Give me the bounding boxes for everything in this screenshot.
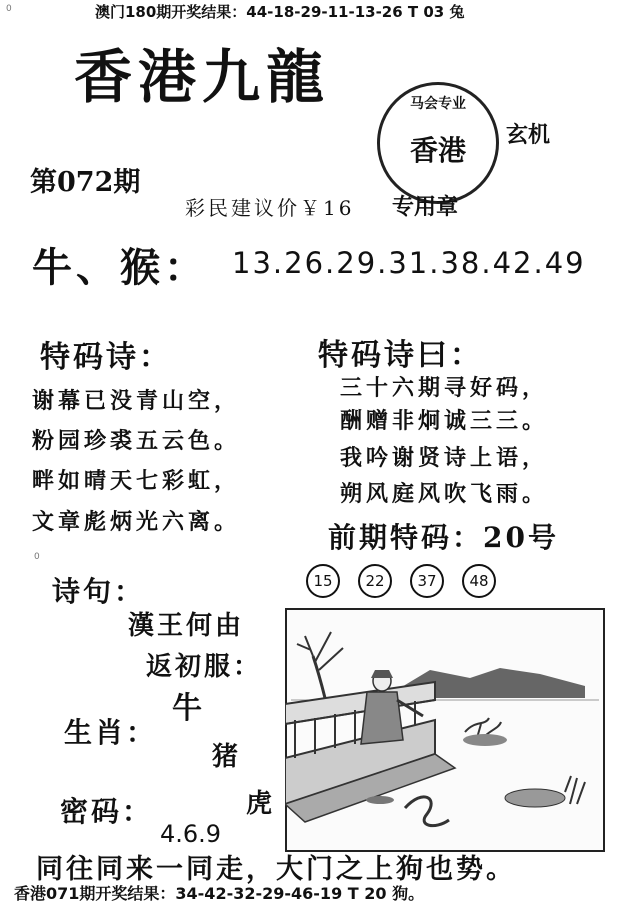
hongkong-result-bar: 香港071期开奖结果：34-42-32-29-46-19 T 20 狗。 xyxy=(14,884,425,902)
number-ball: 37 xyxy=(410,564,444,598)
code-label: 密码： xyxy=(60,795,154,828)
poem-right-line: 酬赠非炯诚三三。 xyxy=(340,408,549,434)
zodiac-label: 牛、猴： xyxy=(32,244,208,291)
stamp-center-text: 香港 xyxy=(409,134,466,167)
scenery-illustration xyxy=(285,608,605,852)
zodiac-pick: 牛 xyxy=(172,691,205,726)
issue-number: 第072期 xyxy=(30,167,141,198)
zodiac-pick: 猪 xyxy=(212,742,242,772)
poem-left-line: 文章彪炳光六离。 xyxy=(32,509,241,535)
zodiac-pick-label: 生肖： xyxy=(64,716,158,749)
corner-mark: 0 xyxy=(6,4,12,14)
corner-mark: 0 xyxy=(34,552,40,562)
zodiac-numbers: 13.26.29.31.38.42.49 xyxy=(232,246,586,280)
poem-left-line: 谢幕已没青山空， xyxy=(32,388,241,414)
poem-right-line: 三十六期寻好码， xyxy=(340,375,549,401)
bottom-verse: 同往同来一同走，大门之上狗也势。 xyxy=(36,854,516,885)
poem-left-line: 畔如晴天七彩虹， xyxy=(32,468,241,494)
number-ball: 48 xyxy=(462,564,496,598)
code-value: 4.6.9 xyxy=(160,820,222,848)
stamp-bottom-text: 专用章 xyxy=(392,194,459,220)
number-ball: 15 xyxy=(306,564,340,598)
seal-stamp xyxy=(377,82,499,204)
verse-line: 返初服： xyxy=(146,652,263,682)
macau-result-bar: 澳门180期开奖结果：44-18-29-11-13-26 T 03 兔 xyxy=(95,3,465,21)
poem-right-heading: 特码诗曰： xyxy=(318,338,483,373)
verse-line: 漢王何由 xyxy=(128,611,245,641)
poem-right-line: 朔风庭风吹飞雨。 xyxy=(340,481,549,507)
previous-special-number: 前期特码：20号 xyxy=(328,521,559,554)
stamp-top-text: 马会专业 xyxy=(410,96,466,112)
poem-left-heading: 特码诗： xyxy=(40,340,172,375)
zodiac-pick: 虎 xyxy=(246,789,276,819)
number-ball: 22 xyxy=(358,564,392,598)
poem-left-line: 粉园珍裘五云色。 xyxy=(32,428,241,454)
verse-label: 诗句： xyxy=(52,575,146,608)
stamp-side-text: 玄机 xyxy=(506,122,551,148)
price-text: 彩民建议价￥16 xyxy=(185,196,355,220)
poem-right-line: 我吟谢贤诗上语， xyxy=(340,445,549,471)
page-title: 香港九龍 xyxy=(74,43,331,111)
